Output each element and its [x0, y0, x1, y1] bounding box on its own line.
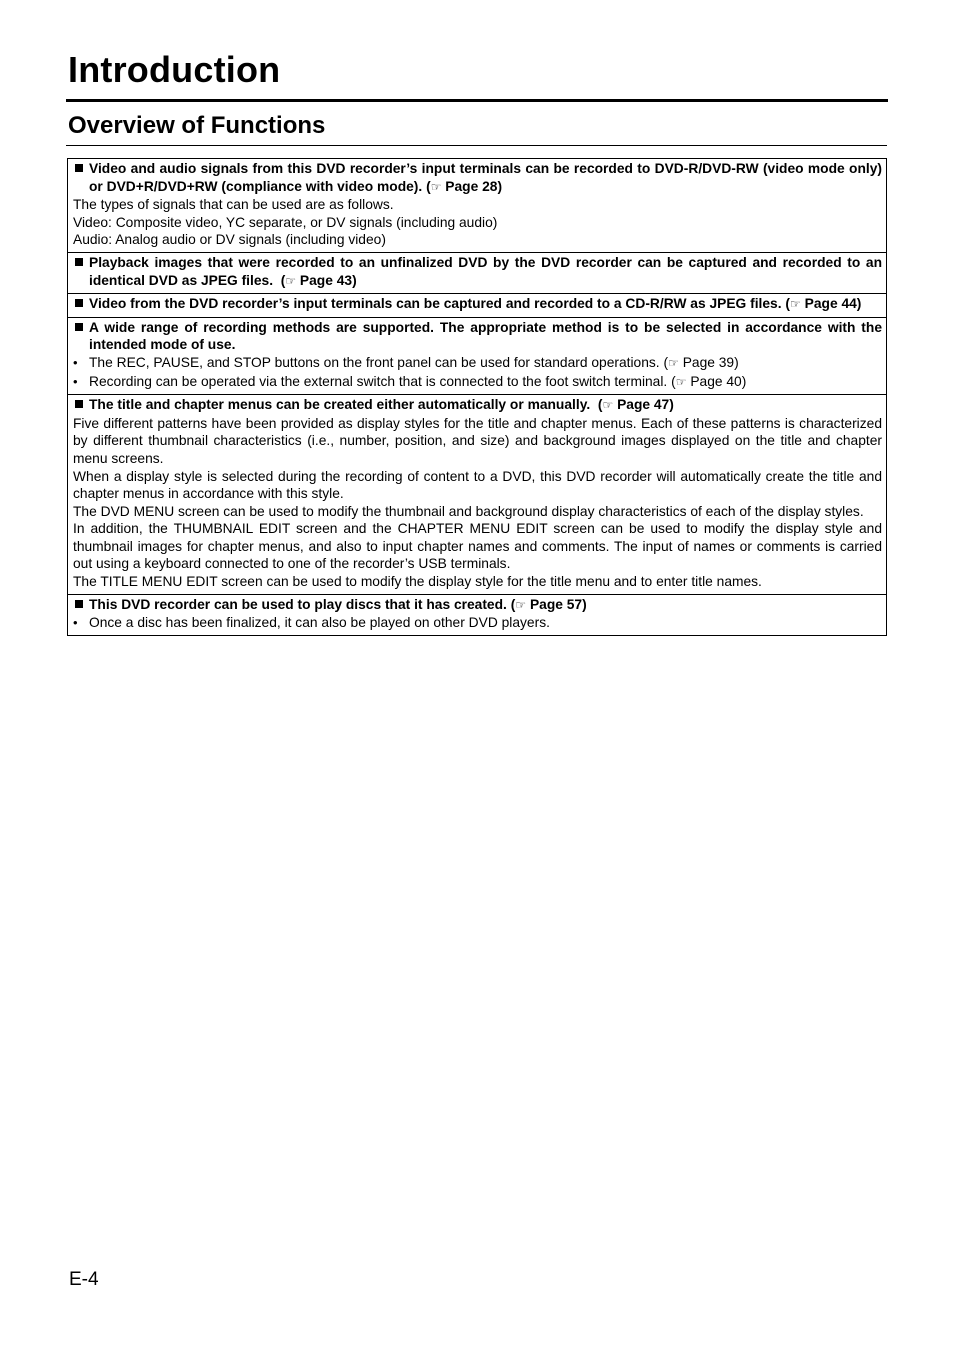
section-heading [73, 295, 882, 314]
page-reference: (☞ Page 44) [785, 296, 862, 312]
reference-page: Page 43 [299, 272, 353, 288]
function-section [68, 394, 886, 594]
list-item-text: The REC, PAUSE, and STOP buttons on the front panel can be used for standard operations. [89, 354, 660, 370]
page-number: E-4 [69, 1269, 99, 1290]
square-bullet-icon [75, 400, 83, 408]
page-reference: (☞ Page 47) [597, 397, 674, 413]
list-item-text: Once a disc has been finalized, it can also be played on other DVD players. [89, 615, 550, 631]
pointing-hand-icon: ☞ [285, 273, 297, 288]
square-bullet-icon [75, 258, 83, 266]
heading-text: Video from the DVD recorder’s input terminals can be captured and recorded to a CD-R/RW as JPEG files. [89, 296, 782, 312]
paragraph: Five different patterns have been provided as display styles for the title and chapter menus. Each of these patterns is characterized by different thumbnail characteristics (i.e., number, position, and size) and background images displayed on the title and chapter menu screens. [73, 415, 882, 466]
heading-text: A wide range of recording methods are supported. The appropriate method is to be selected in accordance with the intended mode of use. [89, 319, 882, 353]
list-item-text: Recording can be operated via the external switch that is connected to the foot switch terminal. [89, 373, 668, 389]
list-item [73, 373, 882, 392]
section-heading [73, 160, 882, 196]
pointing-hand-icon: ☞ [602, 398, 614, 413]
paragraph: The TITLE MENU EDIT screen can be used to modify the display style for the title menu and to enter title names. [73, 574, 762, 590]
reference-page: Page 39 [682, 354, 735, 370]
pointing-hand-icon: ☞ [430, 179, 442, 194]
reference-page: Page 57 [529, 596, 583, 612]
section-heading [73, 396, 882, 415]
page-reference: (☞ Page 28) [426, 178, 503, 194]
paragraph: The types of signals that can be used are as follows. [73, 197, 394, 213]
list-item [73, 354, 882, 373]
square-bullet-icon [75, 164, 83, 172]
list-item [73, 614, 882, 632]
functions-table [67, 158, 887, 636]
pointing-hand-icon: ☞ [515, 597, 527, 612]
paragraph: Video: Composite video, YC separate, or DV signals (including audio) [73, 214, 498, 230]
square-bullet-icon [75, 299, 83, 307]
bullet-icon: • [73, 373, 78, 389]
section-title: Overview of Functions [68, 112, 326, 139]
heading-text: The title and chapter menus can be created either automatically or manually. [89, 397, 591, 413]
section-heading [73, 596, 882, 615]
section-heading [73, 254, 882, 290]
square-bullet-icon [75, 600, 83, 608]
function-section [68, 293, 886, 317]
paragraph: In addition, the THUMBNAIL EDIT screen and the CHAPTER MENU EDIT screen can be used to modify the display style and thumbnail images for chapter menus, and also to input chapter names and comments. The input of names or comments is carried out using a keyboard connected to one of the recorder’s USB terminals. [73, 521, 882, 572]
reference-page: Page 40 [690, 373, 742, 389]
heading-text: Playback images that were recorded to an unfinalized DVD by the DVD recorder can be captured and recorded to an identical DVD as JPEG files. [89, 254, 882, 288]
page-reference: (☞ Page 39) [663, 354, 739, 370]
section-heading [73, 319, 882, 354]
page-reference: (☞ Page 43) [280, 272, 357, 288]
function-section [68, 159, 886, 252]
pointing-hand-icon: ☞ [790, 297, 801, 312]
page-reference: (☞ Page 40) [671, 373, 747, 389]
title-divider [66, 99, 888, 102]
paragraph: Audio: Analog audio or DV signals (including video) [73, 232, 386, 248]
heading-text: This DVD recorder can be used to play discs that it has created. [89, 596, 507, 612]
pointing-hand-icon: ☞ [668, 355, 679, 370]
function-section [68, 317, 886, 394]
section-divider [66, 145, 887, 146]
page-reference: (☞ Page 57) [510, 596, 587, 612]
paragraph: When a display style is selected during the recording of content to a DVD, this DVD recorder will automatically create the title and chapter menus in accordance with this style. [73, 468, 882, 502]
square-bullet-icon [75, 323, 83, 331]
pointing-hand-icon: ☞ [675, 374, 687, 389]
bullet-icon: • [73, 615, 78, 631]
reference-page: Page 28 [445, 178, 498, 194]
function-section [68, 252, 886, 293]
function-section [68, 594, 886, 635]
paragraph: The DVD MENU screen can be used to modify the thumbnail and background display characteristics of each of the display styles. [73, 503, 864, 519]
page-title: Introduction [68, 49, 281, 90]
reference-page: Page 47 [617, 397, 670, 413]
bullet-icon: • [73, 354, 78, 370]
reference-page: Page 44 [804, 296, 857, 312]
heading-text: Video and audio signals from this DVD recorder’s input terminals can be recorded to DVD-R/DVD-RW (video mode only) or DVD+R/DVD+RW (compliance with video mode). [89, 161, 882, 194]
